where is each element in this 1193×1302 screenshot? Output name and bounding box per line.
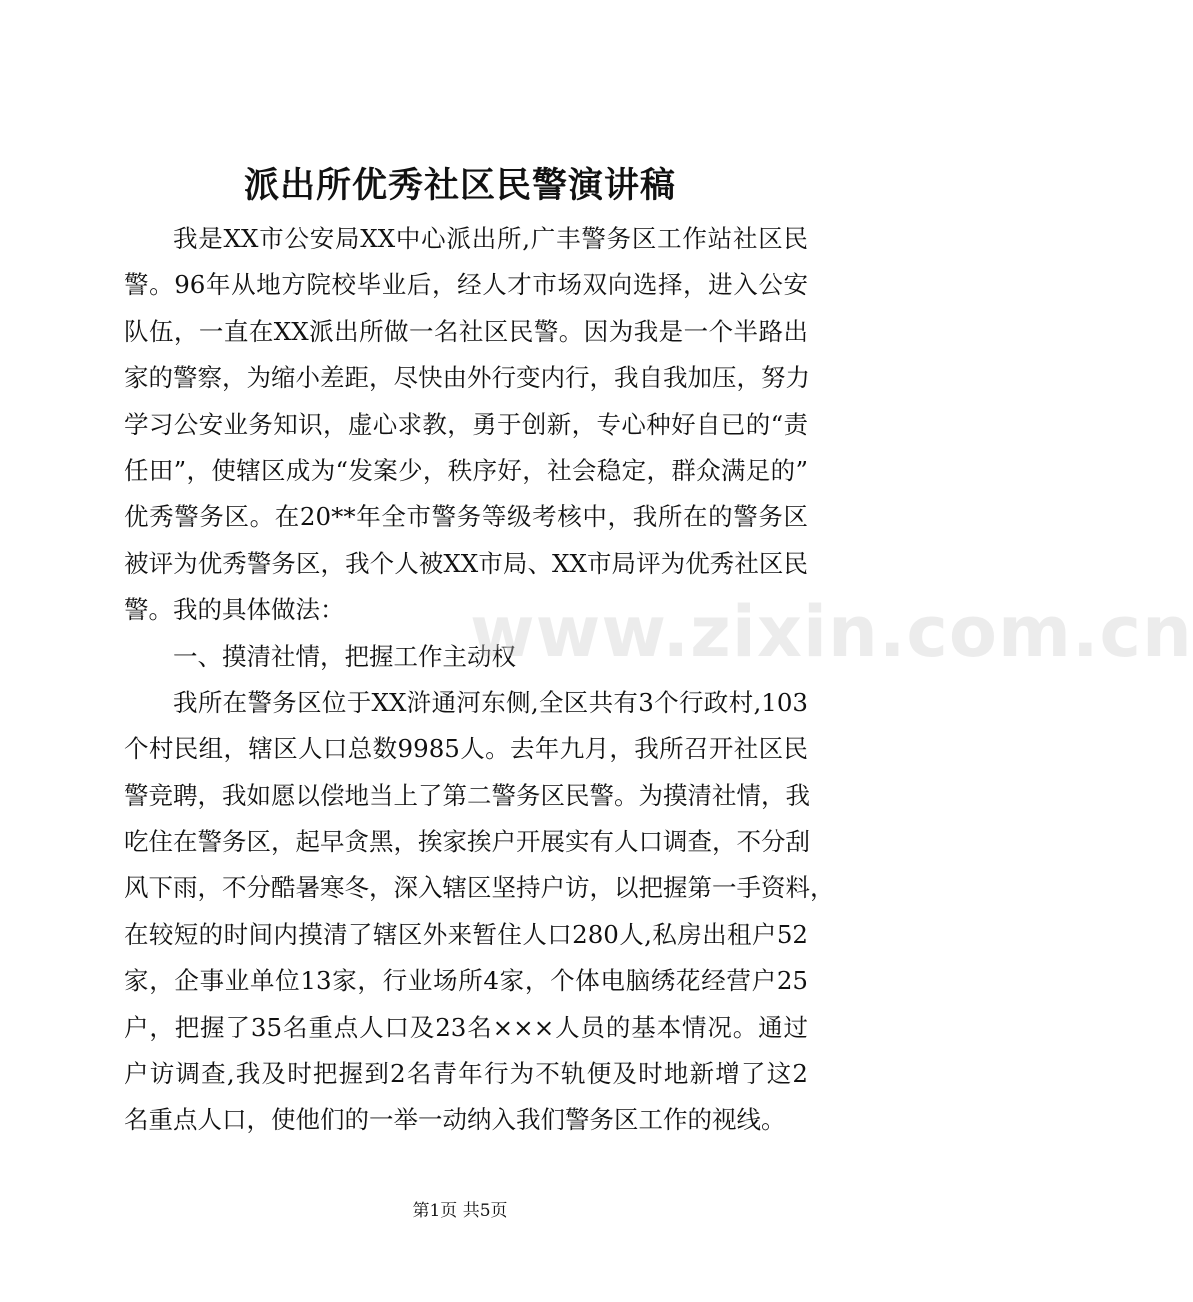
- paragraph-3-line-6: 在较短的时间内摸清了辖区外来暂住人口280人,私房出租户52: [124, 919, 808, 949]
- paragraph-1-line-6: 任田”，使辖区成为“发案少，秩序好，社会稳定，群众满足的”: [124, 455, 808, 485]
- paragraph-1-line-1: 我是XX市公安局XX中心派出所,广丰警务区工作站社区民: [173, 224, 808, 253]
- paragraph-3-line-9: 户访调查,我及时把握到2名青年行为不轨便及时地新增了这2: [124, 1059, 808, 1089]
- watermark: www.zixin.com.cn: [470, 591, 1193, 673]
- paragraph-1-line-8: 被评为优秀警务区，我个人被XX市局、XX市局评为优秀社区民: [124, 548, 808, 578]
- paragraph-3-line-4: 吃住在警务区，起早贪黑，挨家挨户开展实有人口调查，不分刮: [124, 827, 810, 857]
- paragraph-3-line-2: 个村民组，辖区人口总数9985人。去年九月，我所召开社区民: [124, 734, 808, 764]
- paragraph-1-line-9: 警。我的具体做法：: [124, 595, 345, 625]
- paragraph-1-line-5: 学习公安业务知识，虚心求教，勇于创新，专心种好自已的“责: [124, 409, 808, 439]
- paragraph-3-line-5: 风下雨，不分酷暑寒冬，深入辖区坚持户访，以把握第一手资料，: [124, 873, 835, 903]
- paragraph-3-line-7: 家，企事业单位13家，行业场所4家，个体电脑绣花经营户25: [124, 966, 808, 996]
- section-heading: 一、摸清社情，把握工作主动权: [173, 641, 516, 671]
- document-title: 派出所优秀社区民警演讲稿: [243, 165, 676, 206]
- paragraph-1-line-4: 家的警察，为缩小差距，尽快由外行变内行，我自我加压，努力: [124, 363, 810, 393]
- page-footer: 第1页 共5页: [412, 1201, 508, 1221]
- paragraph-1-line-2: 警。96年从地方院校毕业后，经人才市场双向选择，进入公安: [124, 270, 808, 300]
- paragraph-3-line-1: 我所在警务区位于XX浒通河东侧,全区共有3个行政村,103: [173, 687, 808, 717]
- paragraph-3-line-10: 名重点人口，使他们的一举一动纳入我们警务区工作的视线。: [124, 1105, 786, 1135]
- paragraph-3-line-8: 户，把握了35名重点人口及23名×××人员的基本情况。通过: [124, 1012, 808, 1042]
- paragraph-3-line-3: 警竞聘，我如愿以偿地当上了第二警务区民警。为摸清社情，我: [124, 780, 810, 810]
- paragraph-1-line-3: 队伍，一直在XX派出所做一名社区民警。因为我是一个半路出: [124, 316, 808, 346]
- paragraph-1-line-7: 优秀警务区。在20**年全市警务等级考核中，我所在的警务区: [124, 502, 808, 532]
